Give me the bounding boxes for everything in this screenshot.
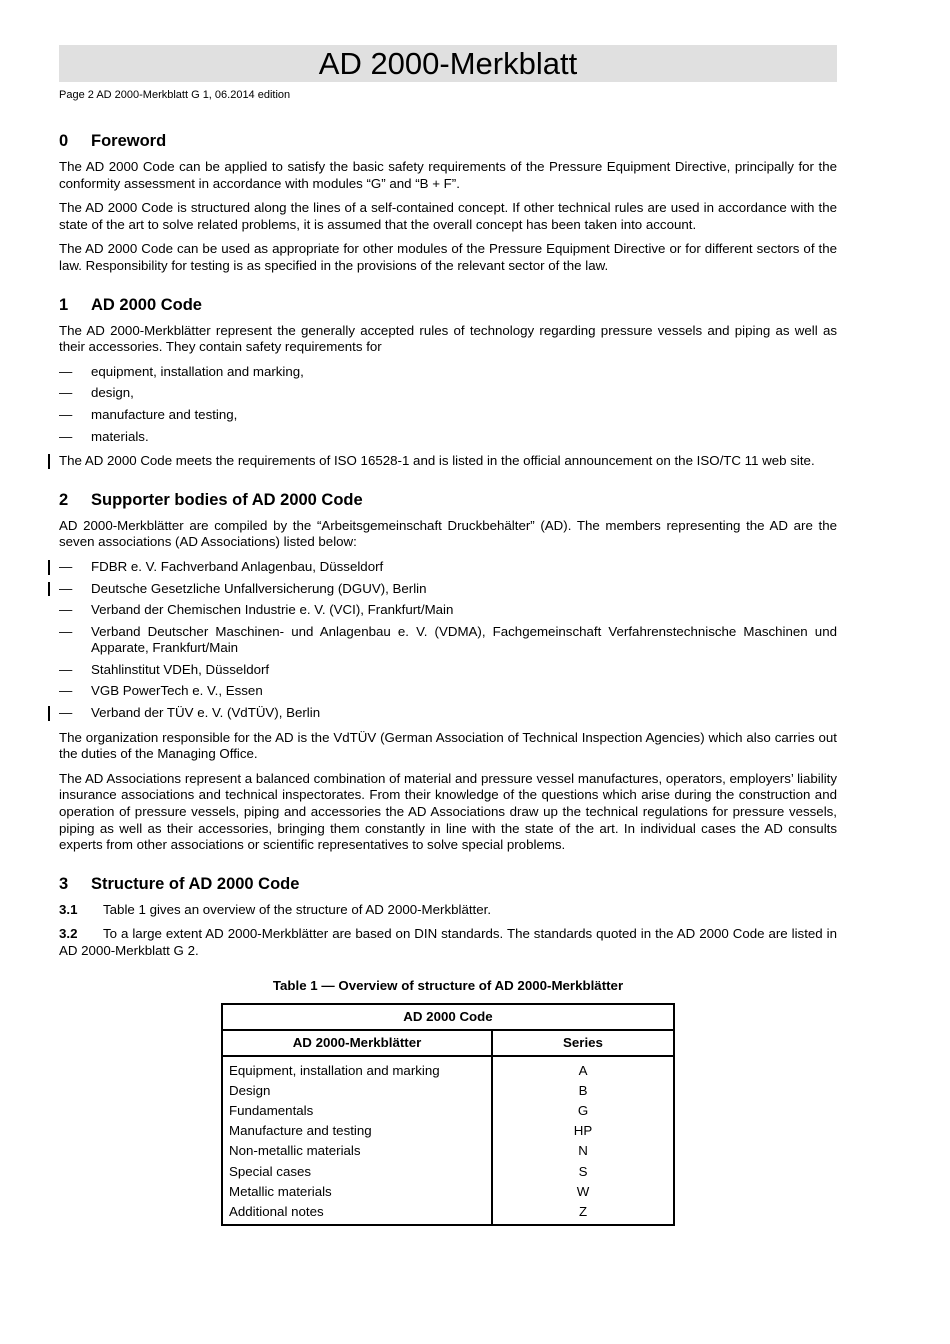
list-item: — Stahlinstitut VDEh, Düsseldorf xyxy=(59,661,270,677)
list-item: — VGB PowerTech e. V., Essen xyxy=(59,683,263,699)
paragraph: The AD 2000 Code can be used as appropriate for other modules of the Pressure Equipment Directive or for different sectors of the law. Responsibility for testing is as specified in the provisions of the relevant sector of the law. xyxy=(59,241,837,273)
list-item: — design, xyxy=(59,385,134,401)
table-row: Metallic materials W xyxy=(222,1182,674,1202)
structure-table xyxy=(221,1003,675,1227)
section-title: Supporter bodies of AD 2000 Code xyxy=(91,490,363,509)
section-supporter-bodies xyxy=(59,490,837,854)
requirements-list xyxy=(59,364,837,445)
list-item: — Deutsche Gesetzliche Unfallversicherung (DGUV), Berlin xyxy=(59,581,837,598)
paragraph: The AD 2000 Code can be applied to satisfy the basic safety requirements of the Pressure Equipment Directive, principally for the conformity assessment in accordance with modules “G” and “B + F”. xyxy=(59,159,837,191)
paragraph: The AD 2000-Merkblätter represent the generally accepted rules of technology regarding pressure vessels and piping as well as their accessories. They contain safety requirements for xyxy=(59,322,837,355)
paragraph: 3.2 To a large extent AD 2000-Merkblätter are based on DIN standards. The standards quoted in the AD 2000 Code are listed in AD 2000-Merkblatt G 2. xyxy=(59,926,837,958)
subsection-number: 3.1 xyxy=(59,901,78,917)
paragraph: The organization responsible for the AD is the VdTÜV (German Association of Technical Inspection Agencies) which also carries out the duties of the Managing Office. xyxy=(59,729,837,762)
list-item: — Verband der Chemischen Industrie e. V. (VCI), Frankfurt/Main xyxy=(59,602,454,618)
table-row: Design B xyxy=(222,1081,674,1101)
table-top-header: AD 2000 Code xyxy=(222,1004,674,1030)
list-item: — materials. xyxy=(59,428,149,444)
document-body xyxy=(59,126,837,1226)
section-heading xyxy=(59,131,837,151)
section-ad2000-code xyxy=(59,295,837,470)
section-heading xyxy=(59,295,837,315)
section-number: 3 xyxy=(59,874,69,893)
paragraph: 3.1 Table 1 gives an overview of the structure of AD 2000-Merkblätter. xyxy=(59,901,492,917)
table-row: Special cases S xyxy=(222,1162,674,1182)
paragraph: The AD Associations represent a balanced combination of material and pressure vessel manufactures, operators, employers’ liability insurance associations and technical inspectorates. From their knowledge of the questions which arise during the construction and operation of pressure vessels, piping and accessories the AD Associations draw up the technical regulations for pressure vessels, piping as well as their accessories, bringing them constantly in line with the state of the art. In individual cases the AD consults experts from other associations or scientific representatives to solve special problems. xyxy=(59,770,837,853)
section-title: Structure of AD 2000 Code xyxy=(91,874,300,893)
section-heading xyxy=(59,874,837,894)
document-banner-title: AD 2000-Merkblatt xyxy=(59,45,837,82)
table-row: Fundamentals G xyxy=(222,1101,674,1121)
section-title: AD 2000 Code xyxy=(91,295,202,314)
table-row: Equipment, installation and marking A xyxy=(222,1056,674,1081)
subsection-number: 3.2 xyxy=(59,926,78,942)
column-header-merkblaetter: AD 2000-Merkblätter xyxy=(222,1030,492,1056)
list-item: — Verband der TÜV e. V. (VdTÜV), Berlin xyxy=(59,705,837,722)
section-title: Foreword xyxy=(91,132,167,150)
associations-list xyxy=(59,559,837,722)
page-info: Page 2 AD 2000-Merkblatt G 1, 06.2014 edition xyxy=(59,89,291,101)
column-header-series: Series xyxy=(492,1030,674,1056)
table-row: Non-metallic materials N xyxy=(222,1141,674,1161)
paragraph: The AD 2000 Code is structured along the lines of a self-contained concept. If other technical rules are used in accordance with the state of the art to solve related problems, it is assumed that the overall concept has been taken into account. xyxy=(59,200,837,232)
table-caption: Table 1 — Overview of structure of AD 2000-Merkblätter xyxy=(272,977,624,993)
table-row: Manufacture and testing HP xyxy=(222,1121,674,1141)
list-item: — Verband Deutscher Maschinen- und Anlagenbau e. V. (VDMA), Fachgemeinschaft Verfahrenstechnische Maschinen und Apparate, Frankfurt/Main xyxy=(59,623,837,656)
section-foreword xyxy=(59,131,837,275)
list-item: — manufacture and testing, xyxy=(59,406,238,422)
list-item: — equipment, installation and marking, xyxy=(59,363,304,379)
table-row: Additional notes Z xyxy=(222,1202,674,1225)
list-item: — FDBR e. V. Fachverband Anlagenbau, Düsseldorf xyxy=(59,559,837,576)
paragraph-changed: The AD 2000 Code meets the requirements of ISO 16528-1 and is listed in the official announcement on the ISO/TC 11 web site. xyxy=(59,453,837,470)
section-structure xyxy=(59,874,837,1226)
section-number: 0 xyxy=(59,132,69,150)
section-heading xyxy=(59,490,837,510)
section-number: 2 xyxy=(59,490,69,509)
paragraph: AD 2000-Merkblätter are compiled by the “Arbeitsgemeinschaft Druckbehälter” (AD). The members representing the AD are the seven associations (AD Associations) listed below: xyxy=(59,517,837,550)
section-number: 1 xyxy=(59,295,69,314)
